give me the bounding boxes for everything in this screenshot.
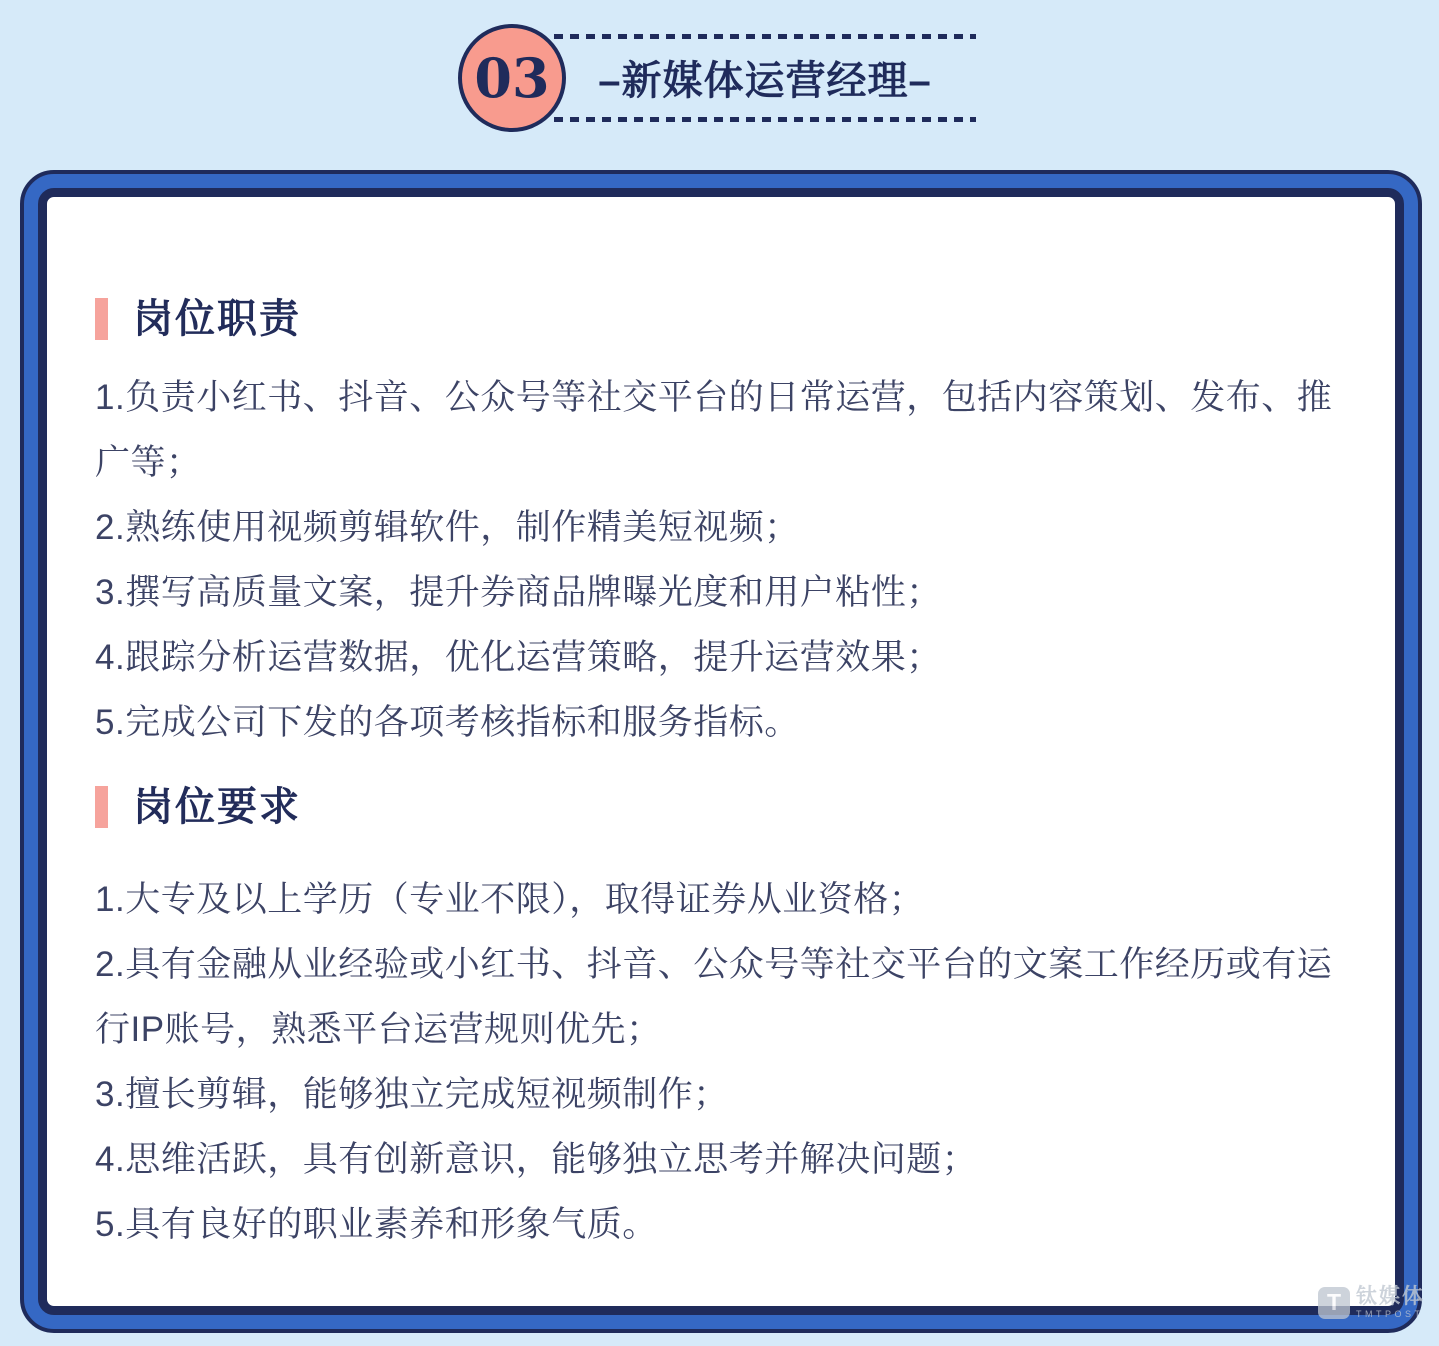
tmtpost-logo-icon: T [1318, 1287, 1350, 1319]
list-item: 3.撰写高质量文案，提升券商品牌曝光度和用户粘性； [95, 573, 942, 612]
responsibilities-list [95, 365, 1355, 755]
accent-bar-icon [95, 298, 108, 340]
list-item: 4.跟踪分析运营数据，优化运营策略，提升运营效果； [95, 638, 942, 677]
list-item: 5.完成公司下发的各项考核指标和服务指标。 [95, 703, 800, 742]
list-item: 1.大专及以上学历（专业不限），取得证券从业资格； [95, 880, 925, 919]
badge-number: 03 [474, 46, 550, 110]
list-item: 2.熟练使用视频剪辑软件，制作精美短视频； [95, 508, 800, 547]
watermark-brand-subtitle: TMTPOST [1356, 1309, 1424, 1319]
requirements-heading-text: 岗位要求 [133, 785, 301, 829]
number-badge [458, 24, 566, 132]
responsibilities-heading-text: 岗位职责 [133, 297, 301, 341]
accent-bar-icon [95, 786, 108, 828]
job-card [20, 170, 1422, 1333]
list-item: 1.负责小红书、抖音、公众号等社交平台的日常运营，包括内容策划、发布、推广等； [95, 378, 1333, 482]
dashed-line-bottom [554, 117, 976, 122]
brand-watermark [1318, 1286, 1425, 1319]
requirements-heading [95, 783, 1355, 831]
requirements-list [95, 867, 1355, 1257]
list-item: 4.思维活跃，具有创新意识，能够独立思考并解决问题； [95, 1140, 978, 1179]
watermark-brand-name: 钛媒体 [1356, 1285, 1425, 1308]
watermark-texts [1356, 1286, 1425, 1319]
responsibilities-heading [95, 295, 1355, 343]
list-item: 3.擅长剪辑，能够独立完成短视频制作； [95, 1075, 729, 1114]
list-item: 2.具有金融从业经验或小红书、抖音、公众号等社交平台的文案工作经历或有运行IP账号，熟悉平台运营规则优先； [95, 945, 1333, 1049]
title-block [554, 34, 976, 122]
job-card-content [38, 188, 1404, 1315]
job-title: –新媒体运营经理– [598, 59, 932, 103]
list-item: 5.具有良好的职业素养和形象气质。 [95, 1205, 658, 1244]
section-header [458, 24, 976, 132]
